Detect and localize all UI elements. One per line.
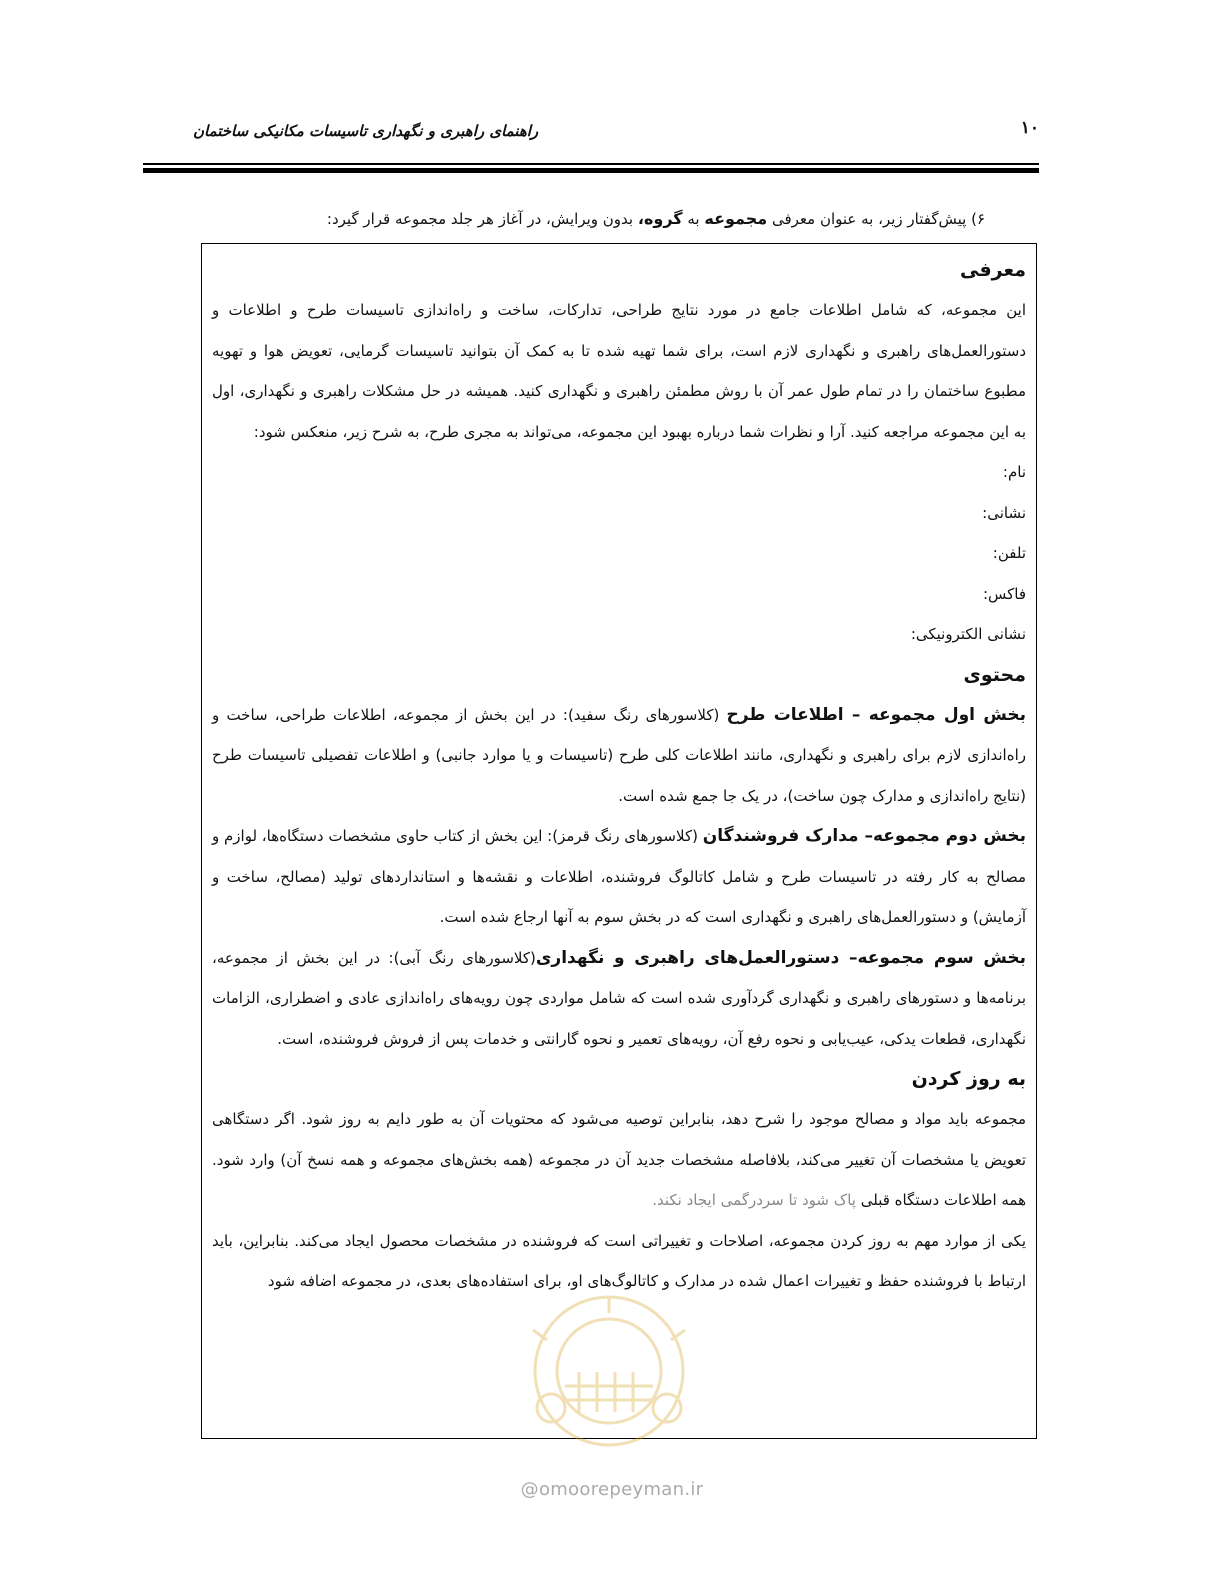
section-part-three-title: بخش سوم مجموعه– دستورالعمل‌های راهبری و نگهداری [535,947,1026,968]
field-name: نام: [1002,463,1026,481]
field-phone: تلفن: [992,544,1026,562]
section-part-one-title: بخش اول مجموعه – اطلاعات طرح [726,704,1026,725]
heading-content: محتوی [963,663,1026,686]
running-title: راهنمای راهبری و نگهداری تاسیسات مکانیکی ساختمان [193,122,539,140]
heading-updating: به روز کردن [911,1068,1026,1090]
intro-prefix: ۶) پیش‌گفتار زیر، به عنوان معرفی [767,210,985,228]
update-paragraph-two: یکی از موارد مهم به روز کردن مجموعه، اصلاحات و تغییراتی است که فروشنده در مشخصات محصول ایجاد می‌کند. بنابراین، باید ارتباط با فروشنده حفظ و تغییرات اعمال شده در مدارک و کاتالوگ‌های او، برای استفاده‌های بعدی، در مجموعه اضافه شود [212,1231,1026,1290]
intro-bold-collection: مجموعه [704,209,768,228]
field-fax: فاکس: [982,584,1026,603]
update-paragraph-one-faded: پاک شود تا سردرگمی ایجاد نکند. [652,1191,856,1209]
intro-suffix: بدون ویرایش، در آغاز هر جلد مجموعه قرار گیرد: [326,210,638,228]
footer-website: @omoorepeyman.ir [520,1479,704,1500]
section-part-one [212,695,1026,817]
heading-introduction: معرفی [960,259,1026,281]
section-part-one-text: (کلاسورهای رنگ سفید): در این بخش از مجموعه، اطلاعات طراحی، ساخت و راه‌اندازی لازم برای راهبری و نگهداری، مانند اطلاعات کلی طرح (تاسیسات و یا موارد جانبی) و اطلاعات تفصیلی تاسیسات طرح (نتایج راه‌اندازی و مدارک چون ساخت)، در یک جا جمع شده است. [212,705,1026,805]
update-paragraph-one [212,1099,1026,1221]
section-part-two-title: بخش دوم مجموعه– مدارک فروشندگان [702,826,1026,846]
intro-line [210,205,985,233]
header-rule-thin [143,163,1039,165]
section-part-two-text: (کلاسورهای رنگ قرمز): این بخش از کتاب حاوی مشخصات دستگاه‌ها، لوازم و مصالح به کار رفته در تاسیسات طرح و شامل کاتالوگ فروشنده، اطلاعات و نقشه‌ها و استانداردهای تولید (مصالح، ساخت و آزمایش) و دستورالعمل‌های راهبری و نگهداری است که در بخش سوم به آنها ارجاع شده است. [212,827,1026,926]
section-part-three-text: (کلاسورهای رنگ آبی): در این بخش از مجموعه، برنامه‌ها و دستورهای راهبری و نگهداری گردآوری شده است که شامل مواردی چون رویه‌های راه‌اندازی عادی و اضطراری، الزامات نگهداری، قطعات یدکی، عیب‌یابی و نحوه رفع آن، رویه‌های تعمیر و نحوه گارانتی و خدمات پس از فروش فروشنده، است. [212,948,1026,1048]
header-rule-thick [143,168,1039,173]
preface-box [201,243,1037,1439]
intro-bold-group: گروه، [637,209,683,228]
section-part-two [212,816,1026,938]
update-paragraph-one-main: مجموعه باید مواد و مصالح موجود را شرح دهد، بنابراین توصیه می‌شود که محتویات آن به طور دایم به روز شود. اگر دستگاهی تعویض یا مشخصات آن تغییر می‌کند، بلافاصله مشخصات جدید آن در مجموعه (همه بخش‌های مجموعه و همه نسخ آن) وارد شود. همه اطلاعات دستگاه قبلی [212,1110,1026,1209]
introduction-paragraph: این مجموعه، که شامل اطلاعات جامع در مورد نتایج طراحی، تدارکات، ساخت و راه‌اندازی تاسیسات طرح و اطلاعات و دستورالعمل‌های راهبری و نگهداری لازم است، برای شما تهیه شده تا به کمک آن بتوانید تاسیسات گرمایی، تعویض هوا و تهویه مطبوع ساختمان را در تمام طول عمر آن با روش مطمئن راهبری و نگهداری کنید. همیشه در حل مشکلات راهبری و نگهداری، اول به این مجموعه مراجعه کنید. آرا و نظرات شما درباره بهبود این مجموعه، می‌تواند به مجری طرح، به شرح زیر، منعکس شود: [212,301,1026,441]
section-part-three [212,938,1026,1060]
page-header [143,118,1039,148]
field-address: نشانی: [982,503,1026,522]
field-email: نشانی الکترونیکی: [910,625,1026,643]
intro-mid: به [682,210,705,228]
page-number: ۱۰ [1020,118,1039,138]
